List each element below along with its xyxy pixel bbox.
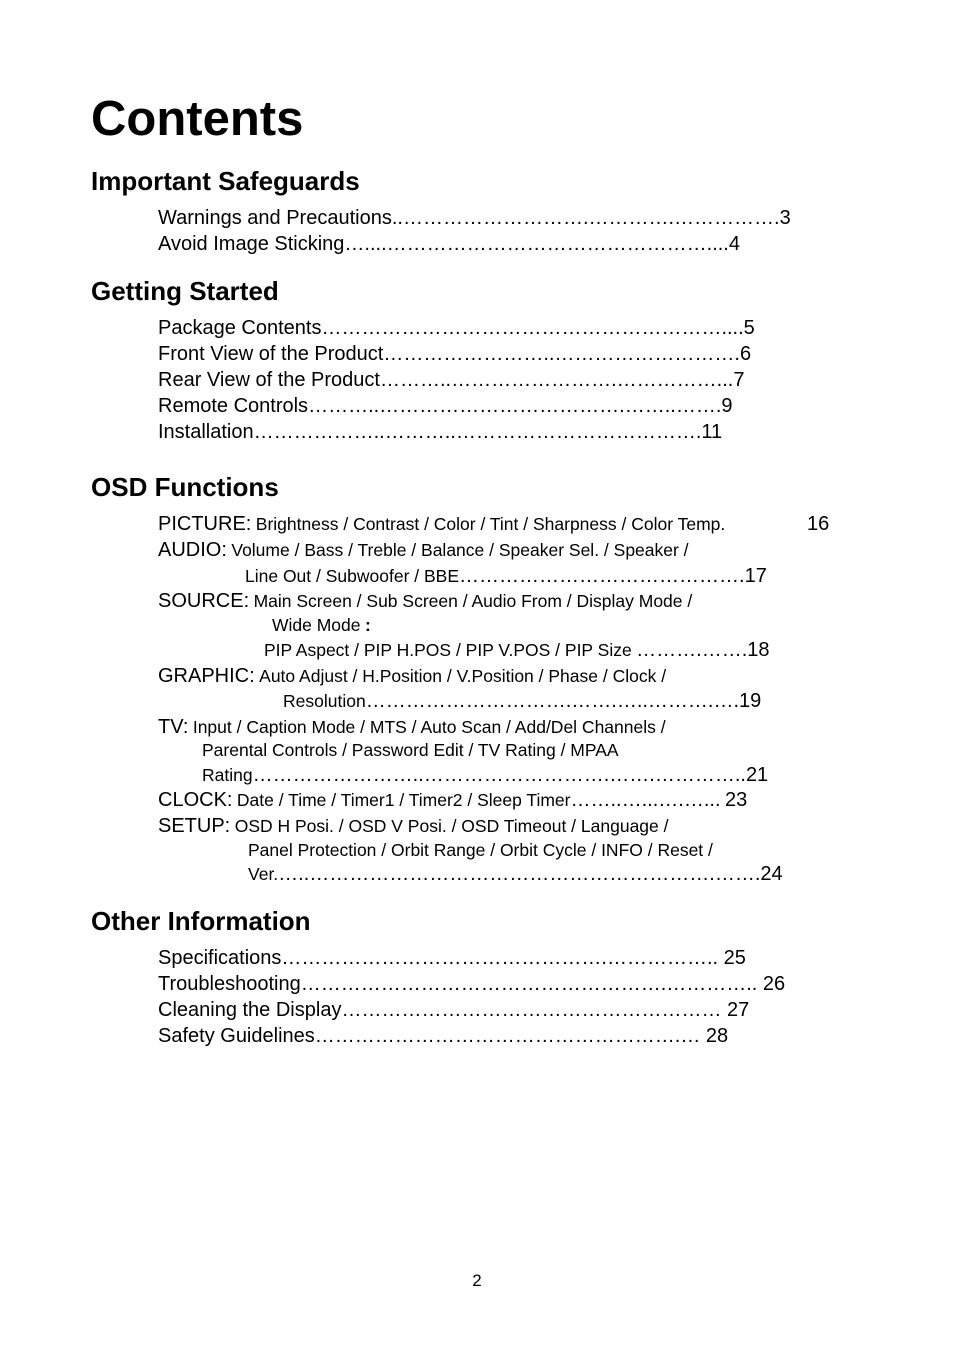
page-title: Contents	[91, 92, 304, 146]
toc-entry-label: Troubleshooting	[158, 973, 301, 995]
toc-page-number: ..4	[717, 233, 740, 255]
toc-entry-source[interactable]	[158, 589, 692, 615]
toc-entry-label: Package Contents	[158, 317, 322, 339]
toc-entry-items: Auto Adjust / H.Position / V.Position / Phase / Clock /	[259, 666, 667, 686]
colon: :	[364, 615, 371, 635]
toc-entry-troubleshooting[interactable]	[158, 972, 785, 996]
toc-entry-package-contents[interactable]	[158, 316, 755, 340]
leader-dots: ……………………………………………………....	[321, 317, 744, 339]
toc-page-number: 7	[733, 369, 745, 391]
toc-entry-label: Installation	[158, 421, 254, 443]
toc-entry-label: CLOCK:	[158, 789, 233, 811]
toc-page-number: 17	[744, 565, 767, 587]
toc-entry-remote-controls[interactable]	[158, 394, 733, 418]
toc-entry-installation[interactable]	[158, 420, 722, 444]
toc-page-number: 16	[807, 513, 830, 535]
toc-entry-image-sticking[interactable]	[158, 232, 740, 256]
toc-page-number: 24	[760, 863, 783, 885]
toc-entry-label: Remote Controls	[158, 395, 309, 417]
toc-entry-label: Avoid Image Sticking	[158, 233, 345, 255]
toc-entry-audio-continued	[245, 564, 767, 590]
toc-entry-label: Front View of the Product	[158, 343, 384, 365]
leader-dots: ……………………………………………….…………..	[300, 973, 758, 995]
toc-entry-items: Date / Time / Timer1 / Timer2 / Sleep Timer	[236, 790, 571, 810]
toc-page-number: 28	[705, 1025, 729, 1047]
leader-dots: …..…………………………………………………….…….	[278, 863, 761, 885]
toc-entry-tv-continued	[202, 738, 619, 764]
leader-dots: ..……………………….………….…………….	[391, 207, 780, 229]
toc-entry-items: Parental Controls / Password Edit / TV Rating / MPAA	[202, 740, 619, 760]
leader-dots: ……………………..……………………….	[383, 343, 740, 365]
toc-entry-items: Wide Mode	[272, 615, 361, 635]
leader-dots: ………..……………………………….……..…….	[308, 395, 722, 417]
toc-entry-setup-continued-2	[248, 862, 783, 888]
page-number: 2	[472, 1271, 482, 1290]
toc-entry-items: Rating	[202, 765, 253, 785]
section-heading-getting-started: Getting Started	[91, 276, 279, 306]
leader-dots: …………………………………………………	[341, 999, 722, 1021]
toc-entry-items: PIP Aspect / PIP H.POS / PIP V.POS / PIP Size	[264, 640, 632, 660]
toc-page-number: 18	[747, 639, 770, 661]
toc-page-number: 6	[739, 343, 752, 365]
toc-entry-graphic-continued	[283, 689, 761, 715]
toc-entry-tv-continued-2	[202, 763, 768, 789]
toc-entry-rear-view[interactable]	[158, 368, 744, 392]
leader-dots: ………………………….…….…..……….….	[365, 690, 740, 712]
toc-entry-items: Ver.	[248, 864, 279, 884]
toc-page-number: 11	[701, 421, 723, 443]
toc-entry-label: GRAPHIC:	[158, 665, 255, 687]
toc-entry-items: Volume / Bass / Treble / Balance / Speaker Sel. / Speaker /	[231, 540, 689, 560]
toc-entry-audio[interactable]	[158, 538, 689, 564]
section-heading-osd-functions: OSD Functions	[91, 472, 279, 502]
toc-entry-warnings[interactable]	[158, 206, 791, 230]
toc-entry-label: PICTURE:	[158, 513, 252, 535]
toc-entry-source-continued-2	[264, 638, 770, 664]
leader-dots: …....…………………………………………..	[344, 233, 718, 255]
toc-entry-graphic[interactable]	[158, 664, 666, 690]
section-heading-important-safeguards: Important Safeguards	[91, 166, 360, 196]
toc-entry-setup-continued	[248, 838, 713, 864]
toc-entry-label: Cleaning the Display	[158, 999, 342, 1021]
leader-dots: ……………………………………………….…	[314, 1025, 701, 1047]
toc-entry-items: Line Out / Subwoofer / BBE	[245, 566, 460, 586]
toc-entry-setup[interactable]	[158, 814, 669, 840]
toc-entry-items: Input / Caption Mode / MTS / Auto Scan / Add/Del Channels /	[192, 717, 666, 737]
toc-entry-safety-guidelines[interactable]	[158, 1024, 728, 1048]
toc-entry-front-view[interactable]	[158, 342, 751, 366]
leader-dots: ………..…………………….……………...	[379, 369, 734, 391]
toc-entry-items: Panel Protection / Orbit Range / Orbit Cycle / INFO / Reset /	[248, 840, 713, 860]
toc-page-number: 9	[721, 395, 733, 417]
toc-entry-label: Warnings and Precautions	[158, 207, 392, 229]
leader-dots: ……………………..……………………….…….…………..	[252, 764, 746, 786]
leader-dots: …………………………………….	[459, 565, 745, 587]
section-heading-other-information: Other Information	[91, 906, 311, 936]
toc-page-number: 26	[762, 973, 786, 995]
toc-entry-label: SOURCE:	[158, 590, 250, 612]
toc-page-number: 25	[723, 947, 746, 969]
toc-entry-specifications[interactable]	[158, 946, 746, 970]
toc-page-number: 23	[724, 789, 748, 811]
leader-dots: ……..…...….…...	[570, 789, 721, 811]
toc-entry-label: AUDIO:	[158, 539, 227, 561]
toc-entry-items: Brightness / Contrast / Color / Tint / Sharpness / Color Temp.	[255, 514, 726, 534]
toc-entry-items: Resolution	[283, 691, 366, 711]
toc-entry-picture[interactable]	[158, 512, 725, 538]
toc-entry-items: OSD H Posi. / OSD V Posi. / OSD Timeout / Language /	[234, 816, 669, 836]
toc-page-number: 3	[779, 207, 791, 229]
toc-entry-source-continued	[272, 613, 371, 639]
leader-dots: ……….…….	[636, 639, 748, 661]
leader-dots: ………………………………………….……………..	[281, 947, 719, 969]
toc-page-number: 21	[745, 764, 769, 786]
toc-page-number: 27	[727, 999, 750, 1021]
toc-entry-clock[interactable]	[158, 788, 747, 814]
toc-page-number: 19	[739, 690, 762, 712]
leader-dots: ………………..………..……………………………….	[253, 421, 702, 443]
toc-entry-label: Rear View of the Product	[158, 369, 380, 391]
toc-entry-label: SETUP:	[158, 815, 231, 837]
toc-entry-label: Safety Guidelines	[158, 1025, 315, 1047]
toc-entry-cleaning[interactable]	[158, 998, 749, 1022]
toc-page-number: 5	[743, 317, 755, 339]
toc-entry-label: Specifications	[158, 947, 282, 969]
toc-entry-items: Main Screen / Sub Screen / Audio From / Display Mode /	[253, 591, 693, 611]
toc-entry-label: TV:	[158, 716, 189, 738]
